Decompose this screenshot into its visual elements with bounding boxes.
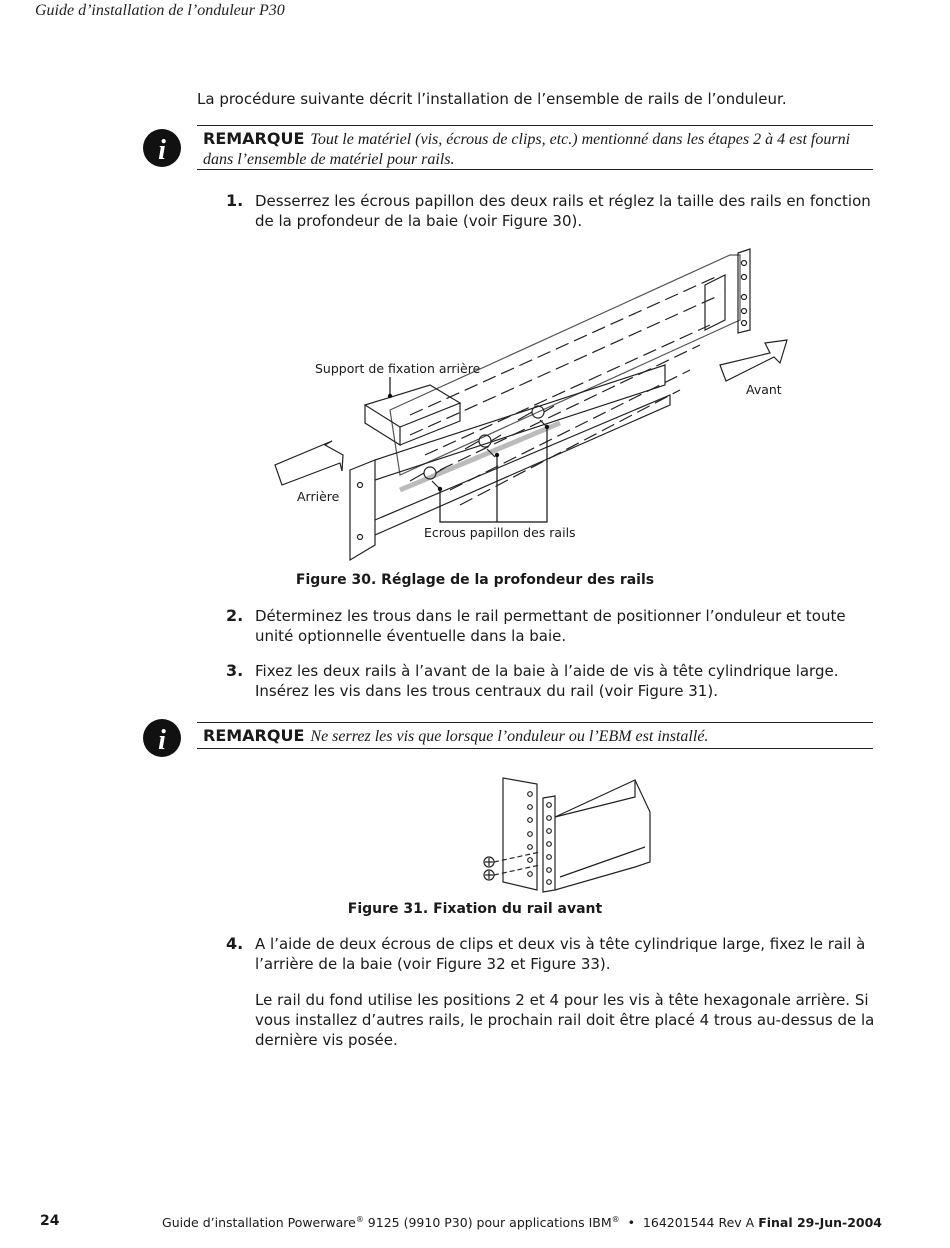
svg-text:i: i — [158, 135, 166, 166]
page-number: 24 — [40, 1213, 60, 1229]
note-text: Tout le matériel (vis, écrous de clips, etc.) mentionné dans les étapes 2 à 4 est fourni dans l’ensemble de matériel pour rails. — [203, 131, 851, 168]
info-icon — [142, 128, 182, 168]
footer-text-part: Guide d’installation Powerware — [162, 1215, 356, 1231]
footer-final-date: Final 29-Jun-2004 — [758, 1215, 882, 1231]
label-ecrous: Ecrous papillon des rails — [424, 525, 576, 540]
footer-text-part: • 164201544 Rev A — [619, 1215, 759, 1231]
note-box — [197, 125, 873, 170]
step-text: A l’aide de deux écrous de clips et deux vis à tête cylindrique large, fixez le rail à l’arrière de la baie (voir Figure 32 et Figure 33). — [255, 935, 866, 973]
step-4-paragraph: Le rail du fond utilise les positions 2 et 4 pour les vis à tête hexagonale arrière. Si vous installez d’autres rails, le prochain rail doit être placé 4 trous au-dessus de la dernière vis posée. — [255, 991, 875, 1049]
step-1 — [226, 191, 876, 235]
step-text: Déterminez les trous dans le rail permettant de positionner l’onduleur et toute unité optionnelle éventuelle dans la baie. — [255, 607, 846, 645]
registered-mark: ® — [611, 1215, 620, 1224]
step-4 — [226, 934, 876, 978]
figure-31-caption: Figure 31. Fixation du rail avant — [347, 901, 603, 917]
figure-30-rail-depth-diagram — [260, 245, 800, 565]
step-2 — [226, 606, 876, 650]
note-label: REMARQUE — [203, 726, 305, 745]
step-number: 3. — [226, 661, 244, 680]
note-box — [197, 722, 873, 749]
info-icon — [142, 718, 182, 758]
step-number: 2. — [226, 606, 244, 625]
figure-30-caption: Figure 30. Réglage de la profondeur des rails — [295, 572, 655, 588]
note-label: REMARQUE — [203, 129, 305, 148]
step-text: Desserrez les écrous papillon des deux rails et réglez la taille des rails en fonction de la profondeur de la baie (voir Figure 30). — [255, 192, 871, 230]
footer-document-info — [162, 1215, 882, 1230]
registered-mark: ® — [355, 1215, 364, 1224]
step-3 — [226, 661, 876, 705]
footer-text-part: 9125 (9910 P30) pour applications IBM — [363, 1215, 612, 1231]
label-support: Support de fixation arrière — [315, 361, 481, 376]
label-arriere: Arrière — [297, 489, 340, 504]
label-avant: Avant — [746, 382, 782, 397]
svg-text:i: i — [158, 725, 166, 756]
note-text: Ne serrez les vis que lorsque l’onduleur ou l’EBM est installé. — [310, 728, 709, 745]
step-number: 1. — [226, 191, 244, 210]
figure-31-front-rail-diagram — [475, 772, 665, 894]
step-number: 4. — [226, 934, 244, 953]
running-header: Guide d’installation de l’onduleur P30 — [35, 2, 285, 19]
step-text: Fixez les deux rails à l’avant de la baie à l’aide de vis à tête cylindrique large. Insérez les vis dans les trous centraux du rail (voir Figure 31). — [255, 662, 839, 700]
intro-paragraph: La procédure suivante décrit l’installation de l’ensemble de rails de l’onduleur. — [197, 90, 787, 108]
